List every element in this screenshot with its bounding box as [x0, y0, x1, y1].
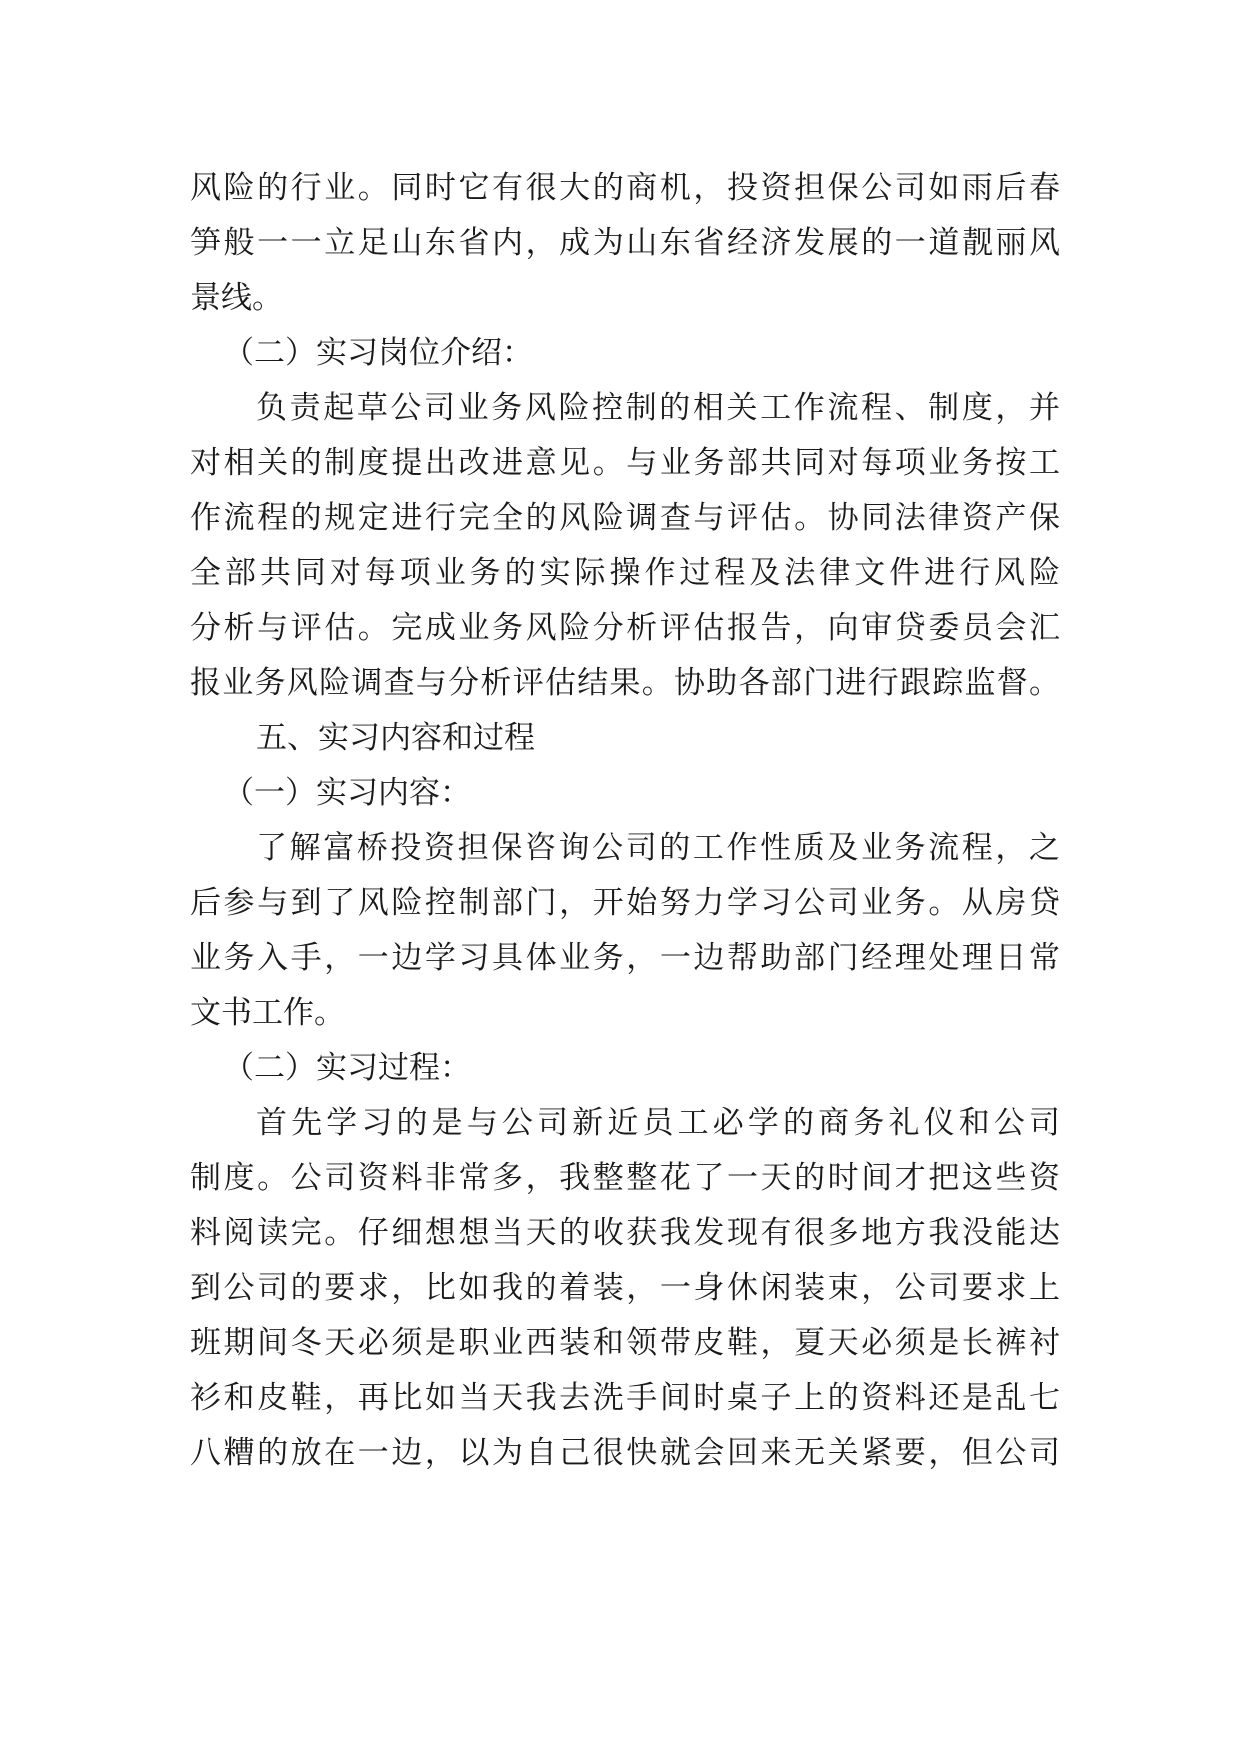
- text-line: 文书工作。: [190, 995, 345, 1031]
- text-line: 全部共同对每项业务的实际操作过程及法律文件进行风险: [190, 555, 1060, 591]
- text-line: 笋般一一立足山东省内，成为山东省经济发展的一道靓丽风: [190, 225, 1060, 261]
- text-line: 景线。: [190, 280, 283, 316]
- text-line: 对相关的制度提出改进意见。与业务部共同对每项业务按工: [190, 445, 1060, 481]
- text-line: 作流程的规定进行完全的风险调查与评估。协同法律资产保: [190, 500, 1060, 536]
- text-line: 业务入手，一边学习具体业务，一边帮助部门经理处理日常: [190, 940, 1060, 976]
- text-line: 到公司的要求，比如我的着装，一身休闲装束，公司要求上: [190, 1270, 1060, 1306]
- text-line: 制度。公司资料非常多，我整整花了一天的时间才把这些资: [190, 1160, 1060, 1196]
- section-heading: （二）实习过程：: [223, 1050, 471, 1086]
- text-line: 料阅读完。仔细想想当天的收获我发现有很多地方我没能达: [190, 1215, 1060, 1251]
- text-line: 了解富桥投资担保咨询公司的工作性质及业务流程，之: [256, 830, 1060, 866]
- text-line: 风险的行业。同时它有很大的商机，投资担保公司如雨后春: [190, 170, 1060, 206]
- section-heading: （二）实习岗位介绍：: [223, 335, 533, 371]
- section-heading: （一）实习内容：: [223, 775, 471, 811]
- text-line: 后参与到了风险控制部门，开始努力学习公司业务。从房贷: [190, 885, 1060, 921]
- text-line: 八糟的放在一边，以为自己很快就会回来无关紧要，但公司: [190, 1435, 1060, 1471]
- text-line: 班期间冬天必须是职业西装和领带皮鞋，夏天必须是长裤衬: [190, 1325, 1060, 1361]
- text-line: 报业务风险调查与分析评估结果。协助各部门进行跟踪监督。: [190, 665, 1060, 701]
- text-line: 衫和皮鞋，再比如当天我去洗手间时桌子上的资料还是乱七: [190, 1380, 1060, 1416]
- text-line: 分析与评估。完成业务风险分析评估报告，向审贷委员会汇: [190, 610, 1060, 646]
- text-line: 首先学习的是与公司新近员工必学的商务礼仪和公司: [256, 1105, 1060, 1141]
- text-line: 负责起草公司业务风险控制的相关工作流程、制度，并: [256, 390, 1060, 426]
- section-heading: 五、实习内容和过程: [256, 720, 535, 756]
